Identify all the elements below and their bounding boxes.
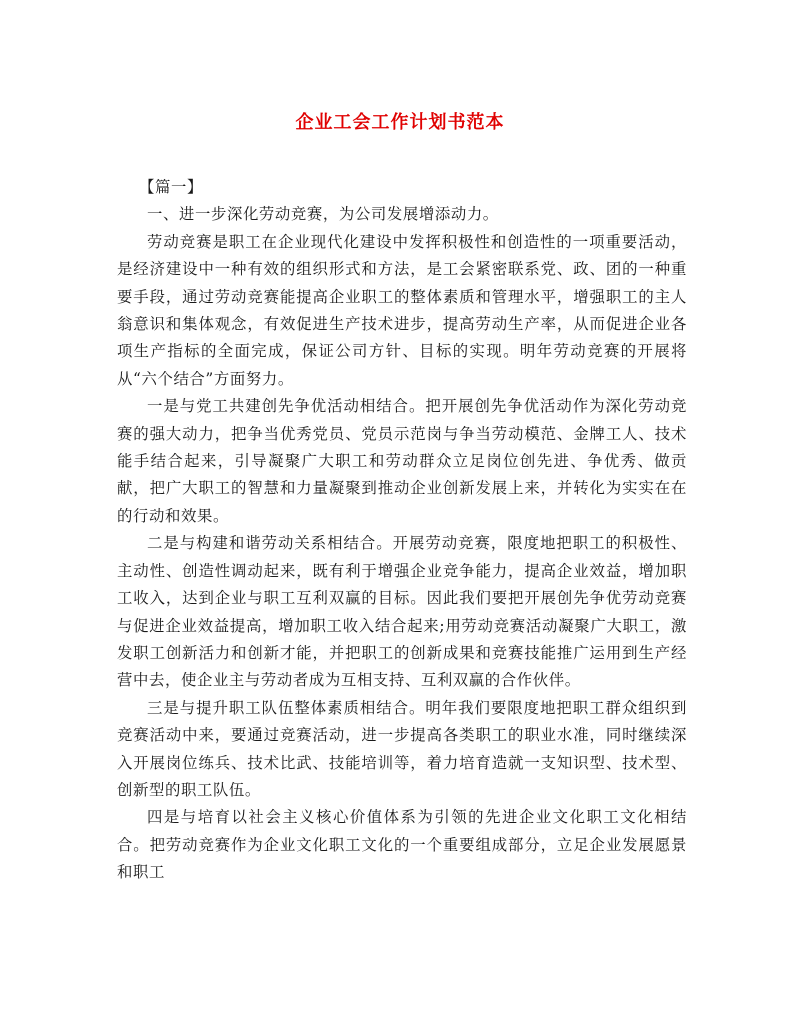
document-body <box>117 174 687 887</box>
paragraph: 劳动竞赛是职工在企业现代化建设中发挥积极性和创造性的一项重要活动，是经济建设中一种有效的组织形式和方法，是工会紧密联系党、政、团的一种重要手段，通过劳动竞赛能提高企业职工的整体素质和管理水平，增强职工的主人翁意识和集体观念，有效促进生产技术进步，提高劳动生产率，从而促进企业各项生产指标的全面完成，保证公司方针、目标的实现。明年劳动竞赛的开展将从“六个结合”方面努力。 <box>117 232 687 388</box>
paragraph: 二是与构建和谐劳动关系相结合。开展劳动竞赛，限度地把职工的积极性、主动性、创造性调动起来，既有利于增强企业竞争能力，提高企业效益，增加职工收入，达到企业与职工互利双赢的目标。因此我们要把开展创先争优劳动竞赛与促进企业效益提高，增加职工收入结合起来;用劳动竞赛活动凝聚广大职工，激发职工创新活力和创新才能，并把职工的创新成果和竞赛技能推广运用到生产经营中去，使企业主与劳动者成为互相支持、互利双赢的合作伙伴。 <box>117 534 687 690</box>
document-title: 企业工会工作计划书范本 <box>295 112 505 133</box>
paragraph: 四是与培育以社会主义核心价值体系为引领的先进企业文化职工文化相结合。把劳动竞赛作为企业文化职工文化的一个重要组成部分，立足企业发展愿景和职工 <box>117 808 687 882</box>
section-label: 【篇一】 <box>139 178 203 196</box>
paragraph: 一是与党工共建创先争优活动相结合。把开展创先争优活动作为深化劳动竞赛的强大动力，把争当优秀党员、党员示范岗与争当劳动模范、金牌工人、技术能手结合起来，引导凝聚广大职工和劳动群众立足岗位创先进、争优秀、做贡献，把广大职工的智慧和力量凝聚到推动企业创新发展上来，并转化为实实在在的行动和效果。 <box>117 397 687 525</box>
paragraph: 三是与提升职工队伍整体素质相结合。明年我们要限度地把职工群众组织到竞赛活动中来，要通过竞赛活动，进一步提高各类职工的职业水准，同时继续深入开展岗位练兵、技术比武、技能培训等，着力培育造就一支知识型、技术型、创新型的职工队伍。 <box>117 698 687 799</box>
paragraph-heading-1: 一、进一步深化劳动竞赛，为公司发展增添动力。 <box>147 205 499 224</box>
